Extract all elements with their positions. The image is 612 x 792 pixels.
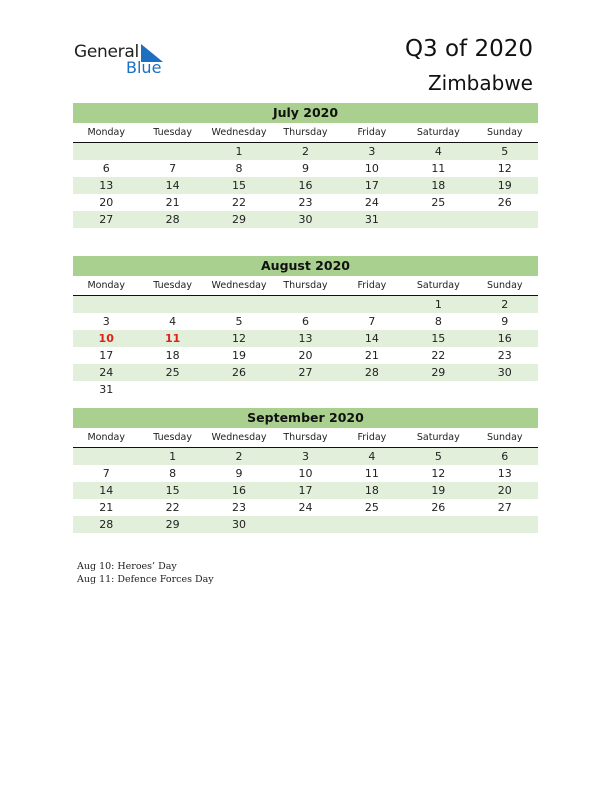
day-cell: 27	[99, 213, 114, 226]
day-cell: 26	[232, 366, 247, 379]
day-cell: 24	[298, 501, 313, 514]
month-calendar	[73, 256, 538, 398]
day-cell: 1	[434, 298, 442, 311]
weekday-header-row	[73, 123, 538, 143]
week-row	[73, 313, 538, 330]
day-cell: 29	[232, 213, 247, 226]
week-row	[73, 516, 538, 533]
weekday-label: Saturday	[416, 280, 460, 291]
month-title: September 2020	[73, 408, 538, 428]
day-cell: 20	[298, 349, 313, 362]
day-cell	[73, 448, 139, 465]
day-cell: 16	[298, 179, 313, 192]
holiday-note: Aug 10: Heroes’ Day	[77, 561, 177, 572]
day-cell: 21	[165, 196, 180, 209]
month-title: August 2020	[73, 256, 538, 276]
day-cell: 14	[165, 179, 180, 192]
day-cell	[206, 296, 272, 313]
day-cell: 3	[368, 145, 376, 158]
holiday-notes	[77, 560, 214, 586]
day-cell: 2	[301, 145, 309, 158]
day-cell: 10	[298, 467, 313, 480]
weekday-label: Friday	[357, 280, 387, 291]
day-cell: 27	[497, 501, 512, 514]
day-cell	[272, 381, 338, 398]
weekday-label: Monday	[87, 432, 125, 443]
day-cell	[472, 211, 538, 228]
day-cell: 5	[434, 450, 442, 463]
weekday-label: Wednesday	[211, 280, 267, 291]
month-calendar	[73, 408, 538, 533]
day-cell: 30	[497, 366, 512, 379]
day-cell	[405, 516, 471, 533]
day-cell	[472, 381, 538, 398]
day-cell: 18	[364, 484, 379, 497]
day-cell: 18	[165, 349, 180, 362]
day-cell	[139, 143, 205, 160]
day-cell: 8	[434, 315, 442, 328]
day-cell: 20	[497, 484, 512, 497]
day-cell: 3	[102, 315, 110, 328]
day-cell: 25	[364, 501, 379, 514]
month-title: July 2020	[73, 103, 538, 123]
day-cell: 19	[232, 349, 247, 362]
day-cell: 1	[169, 450, 177, 463]
day-cell: 6	[301, 315, 309, 328]
day-cell: 29	[431, 366, 446, 379]
day-cell: 17	[364, 179, 379, 192]
weekday-label: Monday	[87, 127, 125, 138]
day-cell: 31	[99, 383, 114, 396]
day-cell: 29	[165, 518, 180, 531]
weekday-label: Tuesday	[153, 127, 192, 138]
weekday-header-row	[73, 428, 538, 448]
day-cell: 25	[431, 196, 446, 209]
day-cell: 7	[368, 315, 376, 328]
day-cell: 4	[169, 315, 177, 328]
day-cell: 22	[165, 501, 180, 514]
week-row	[73, 347, 538, 364]
day-cell: 4	[434, 145, 442, 158]
general-blue-logo	[74, 42, 184, 82]
weekday-label: Sunday	[486, 432, 523, 443]
day-cell: 15	[165, 484, 180, 497]
day-cell: 7	[169, 162, 177, 175]
day-cell	[73, 296, 139, 313]
logo-word-blue: Blue	[126, 58, 162, 77]
day-cell: 16	[232, 484, 247, 497]
page-title: Q3 of 2020	[404, 36, 533, 62]
day-cell: 18	[431, 179, 446, 192]
day-cell: 15	[232, 179, 247, 192]
day-cell: 17	[298, 484, 313, 497]
day-cell	[405, 211, 471, 228]
day-cell: 6	[501, 450, 509, 463]
day-cell: 8	[169, 467, 177, 480]
week-row	[73, 160, 538, 177]
day-cell: 2	[235, 450, 243, 463]
day-cell: 23	[497, 349, 512, 362]
day-cell: 5	[501, 145, 509, 158]
day-cell: 11	[431, 162, 446, 175]
day-cell	[339, 296, 405, 313]
day-cell: 9	[301, 162, 309, 175]
weekday-label: Tuesday	[153, 432, 192, 443]
week-row	[73, 482, 538, 499]
day-cell: 12	[497, 162, 512, 175]
week-row	[73, 499, 538, 516]
weekday-label: Thursday	[283, 280, 328, 291]
week-row	[73, 465, 538, 482]
day-cell: 1	[235, 145, 243, 158]
week-row	[73, 330, 538, 347]
week-row	[73, 296, 538, 313]
day-cell: 28	[165, 213, 180, 226]
day-cell	[272, 296, 338, 313]
day-cell: 28	[364, 366, 379, 379]
day-cell: 5	[235, 315, 243, 328]
day-cell	[206, 381, 272, 398]
weekday-label: Tuesday	[153, 280, 192, 291]
day-cell: 14	[99, 484, 114, 497]
week-row	[73, 448, 538, 465]
day-cell: 14	[364, 332, 379, 345]
day-cell: 9	[501, 315, 509, 328]
day-cell: 13	[497, 467, 512, 480]
day-cell	[139, 381, 205, 398]
day-cell: 21	[364, 349, 379, 362]
weekday-label: Wednesday	[211, 432, 267, 443]
day-cell: 11	[164, 332, 181, 345]
weekday-header-row	[73, 276, 538, 296]
week-row	[73, 143, 538, 160]
weekday-label: Saturday	[416, 127, 460, 138]
weekday-label: Saturday	[416, 432, 460, 443]
week-row	[73, 381, 538, 398]
day-cell: 23	[298, 196, 313, 209]
day-cell: 3	[301, 450, 309, 463]
day-cell: 12	[232, 332, 247, 345]
day-cell: 16	[497, 332, 512, 345]
day-cell	[339, 381, 405, 398]
day-cell	[405, 381, 471, 398]
day-cell: 4	[368, 450, 376, 463]
day-cell: 25	[165, 366, 180, 379]
day-cell: 17	[99, 349, 114, 362]
day-cell: 23	[232, 501, 247, 514]
month-calendar	[73, 103, 538, 228]
day-cell	[73, 143, 139, 160]
day-cell: 28	[99, 518, 114, 531]
day-cell: 2	[501, 298, 509, 311]
country-name: Zimbabwe	[427, 71, 533, 95]
day-cell: 12	[431, 467, 446, 480]
day-cell: 30	[298, 213, 313, 226]
day-cell: 13	[99, 179, 114, 192]
day-cell: 6	[102, 162, 110, 175]
weekday-label: Wednesday	[211, 127, 267, 138]
weekday-label: Friday	[357, 127, 387, 138]
weekday-label: Friday	[357, 432, 387, 443]
day-cell: 30	[232, 518, 247, 531]
day-cell	[472, 516, 538, 533]
day-cell: 22	[431, 349, 446, 362]
day-cell: 19	[497, 179, 512, 192]
day-cell: 26	[431, 501, 446, 514]
week-row	[73, 177, 538, 194]
day-cell: 15	[431, 332, 446, 345]
day-cell: 21	[99, 501, 114, 514]
day-cell: 24	[364, 196, 379, 209]
day-cell: 10	[364, 162, 379, 175]
day-cell: 27	[298, 366, 313, 379]
day-cell: 19	[431, 484, 446, 497]
day-cell	[339, 516, 405, 533]
day-cell: 9	[235, 467, 243, 480]
logo-word-general: General	[74, 42, 139, 62]
weekday-label: Thursday	[283, 432, 328, 443]
weekday-label: Thursday	[283, 127, 328, 138]
week-row	[73, 364, 538, 381]
day-cell: 22	[232, 196, 247, 209]
week-row	[73, 194, 538, 211]
day-cell: 24	[99, 366, 114, 379]
weekday-label: Sunday	[486, 280, 523, 291]
day-cell	[272, 516, 338, 533]
day-cell: 7	[102, 467, 110, 480]
day-cell: 8	[235, 162, 243, 175]
day-cell: 26	[497, 196, 512, 209]
week-row	[73, 211, 538, 228]
day-cell: 31	[364, 213, 379, 226]
day-cell: 11	[364, 467, 379, 480]
day-cell: 20	[99, 196, 114, 209]
day-cell: 10	[98, 332, 114, 345]
holiday-note: Aug 11: Defence Forces Day	[77, 574, 214, 585]
weekday-label: Monday	[87, 280, 125, 291]
day-cell: 13	[298, 332, 313, 345]
weekday-label: Sunday	[486, 127, 523, 138]
day-cell	[139, 296, 205, 313]
